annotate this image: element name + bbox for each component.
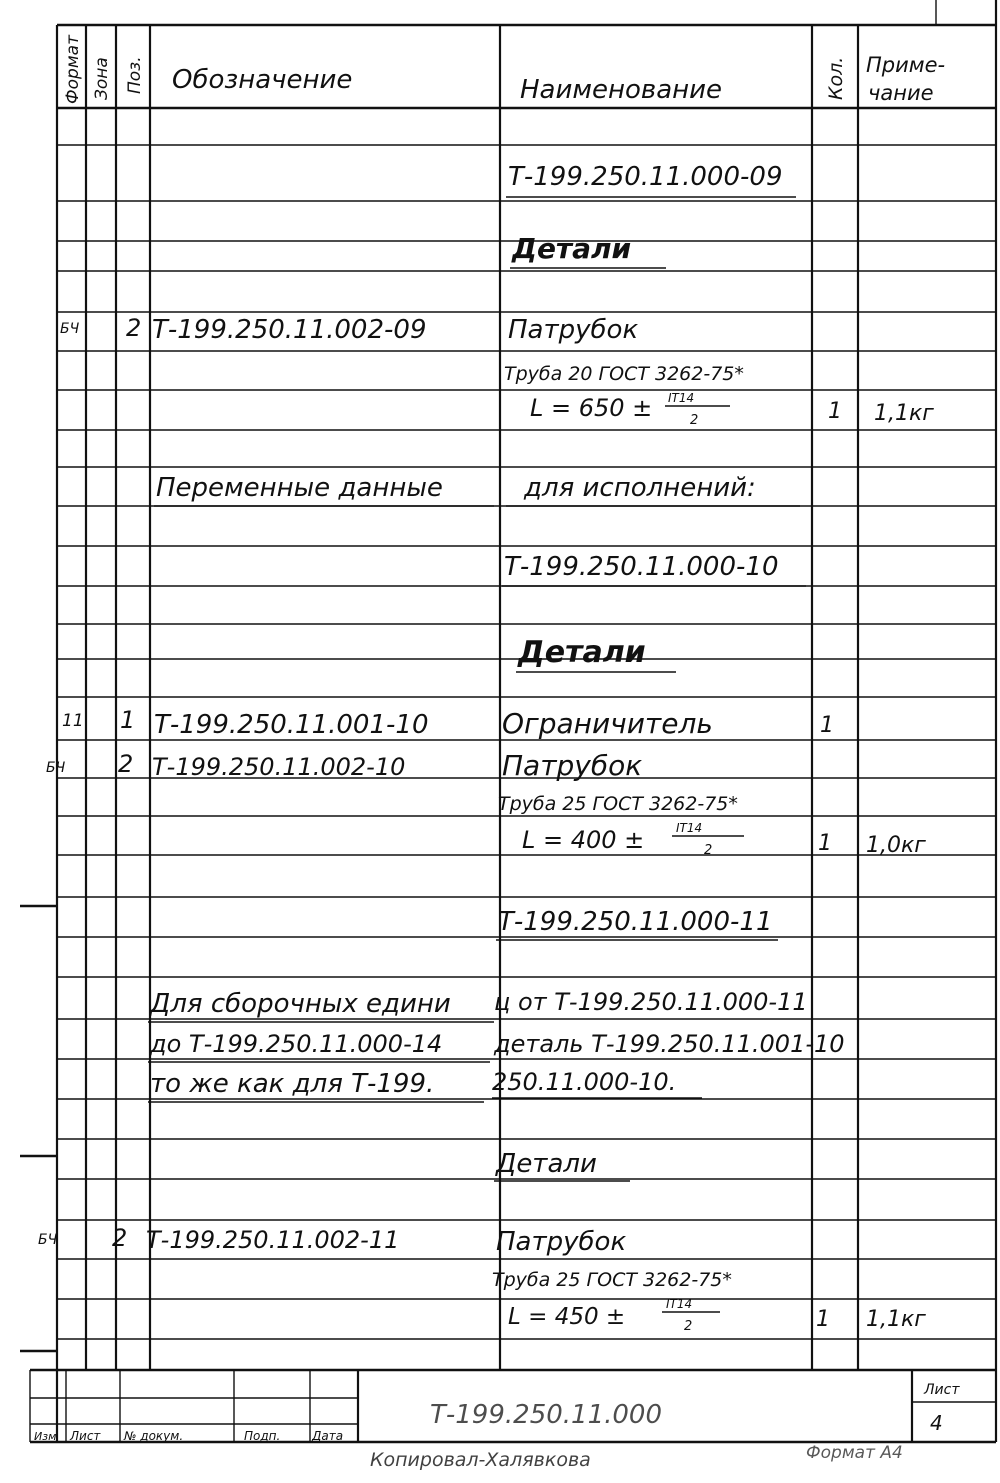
- row-format: БЧ: [38, 1232, 58, 1248]
- row-tolerance-den: 2: [704, 843, 713, 858]
- row-name: деталь Т-199.250.11.001-10: [494, 1030, 845, 1058]
- row-name: Т-199.250.11.000-11: [498, 907, 773, 937]
- row-note: 1,1кг: [866, 1307, 926, 1332]
- title-sheet-number: 4: [930, 1411, 943, 1435]
- row-name: Патрубок: [508, 315, 639, 345]
- row-tolerance-num: IT14: [676, 821, 703, 835]
- title-doc-number: Т-199.250.11.000: [430, 1400, 663, 1430]
- row-designation: до Т-199.250.11.000-14: [150, 1030, 443, 1058]
- footer-format: Формат А4: [806, 1443, 903, 1463]
- row-name: 250.11.000-10.: [492, 1068, 677, 1096]
- row-section-title: Детали: [496, 1149, 597, 1179]
- header-qty: Кол.: [825, 56, 847, 100]
- row-pos: 2: [126, 314, 142, 342]
- row-designation: Т-199.250.11.001-10: [154, 710, 429, 740]
- row-tolerance-num: IT14: [668, 391, 695, 405]
- row-designation: Переменные данные: [156, 473, 443, 503]
- title-block: [30, 1370, 996, 1443]
- row-note: 1,1кг: [874, 401, 934, 426]
- row-section-title: Детали: [512, 232, 632, 265]
- header-format: Формат: [63, 35, 83, 104]
- row-section-title: Детали: [518, 635, 646, 670]
- row-name: для исполнений:: [524, 473, 756, 503]
- row-name: Т-199.250.11.000-09: [508, 162, 783, 192]
- row-designation: Т-199.250.11.002-11: [146, 1226, 400, 1254]
- row-note: 1,0кг: [866, 833, 926, 858]
- title-col-sign: Подп.: [244, 1429, 281, 1443]
- row-pos: 2: [118, 750, 134, 778]
- row-format: 11: [62, 711, 84, 731]
- header-designation: Обозначение: [172, 65, 353, 95]
- row-qty: 1: [818, 831, 832, 856]
- header-zone: Зона: [92, 57, 112, 100]
- row-material: Труба 25 ГОСТ 3262-75*: [498, 793, 738, 815]
- row-name: Ограничитель: [502, 707, 713, 740]
- row-designation: то же как для Т-199.: [150, 1069, 435, 1099]
- row-qty: 1: [816, 1307, 830, 1332]
- row-pos: 2: [112, 1224, 128, 1252]
- row-designation: Для сборочных едини: [150, 989, 451, 1019]
- row-qty: 1: [820, 713, 834, 738]
- row-length: L = 450 ±: [508, 1304, 626, 1330]
- row-name: Т-199.250.11.000-10: [504, 552, 779, 582]
- footer-copied-by: Копировал-Халявкова: [370, 1449, 591, 1471]
- row-material: Труба 25 ГОСТ 3262-75*: [492, 1269, 732, 1291]
- header-pos: Поз.: [125, 56, 145, 94]
- header-name: Наименование: [520, 75, 723, 105]
- header-note-line2: чание: [868, 81, 934, 105]
- row-pos: 1: [120, 706, 136, 734]
- title-col-date: Дата: [312, 1429, 344, 1443]
- row-name: ц от Т-199.250.11.000-11: [494, 988, 808, 1016]
- row-material: Труба 20 ГОСТ 3262-75*: [504, 363, 744, 385]
- header-note-line1: Приме-: [866, 53, 946, 77]
- title-sheet-label: Лист: [924, 1382, 960, 1398]
- row-length: L = 400 ±: [522, 826, 645, 854]
- row-tolerance-den: 2: [684, 1319, 693, 1334]
- title-col-doc: № докум.: [124, 1429, 184, 1443]
- row-designation: Т-199.250.11.002-09: [152, 315, 427, 345]
- title-col-change: Изм: [34, 1430, 57, 1443]
- row-length: L = 650 ±: [530, 394, 653, 422]
- row-qty: 1: [828, 399, 842, 424]
- row-tolerance-den: 2: [690, 413, 699, 428]
- footer: [370, 1443, 903, 1471]
- row-designation: Т-199.250.11.002-10: [152, 753, 406, 781]
- row-name: Патрубок: [502, 749, 643, 782]
- title-col-sheet: Лист: [70, 1429, 101, 1443]
- row-tolerance-num: IT14: [666, 1297, 693, 1311]
- row-format: БЧ: [60, 321, 80, 337]
- spec-rows: [38, 162, 934, 1334]
- row-name: Патрубок: [496, 1227, 627, 1257]
- row-format: БЧ: [46, 760, 66, 776]
